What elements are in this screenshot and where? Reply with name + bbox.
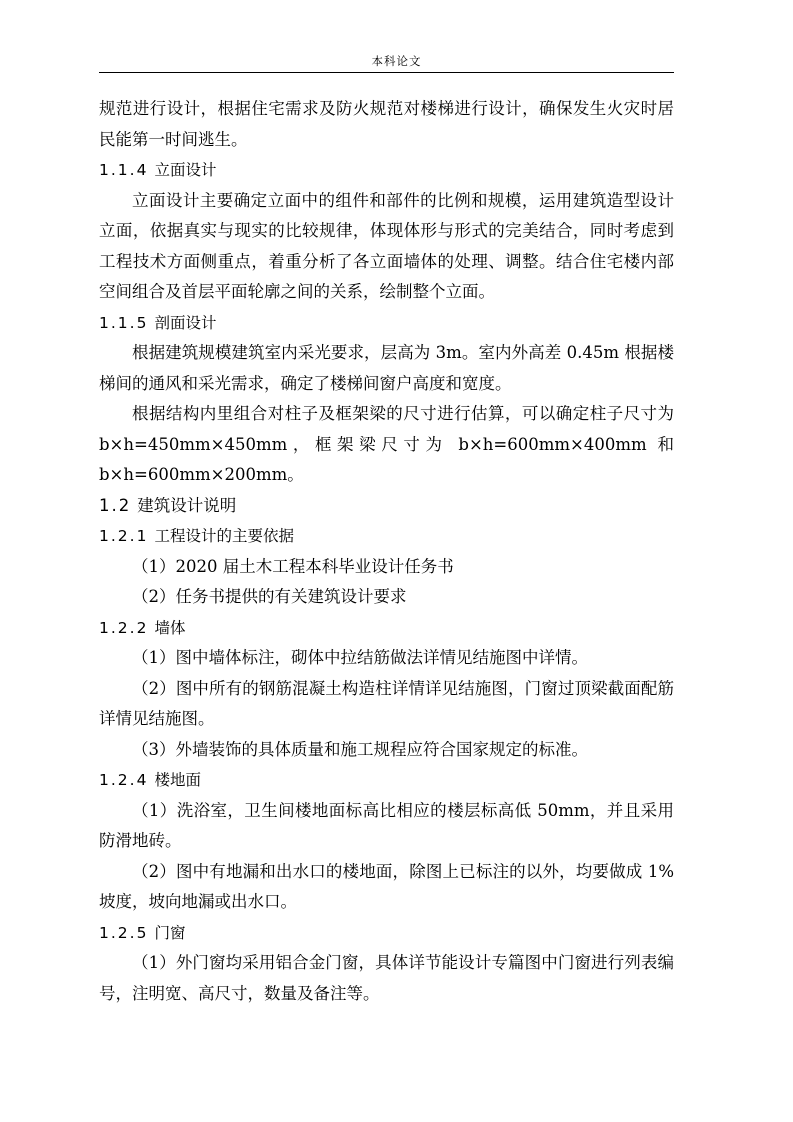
paragraph: 立面设计主要确定立面中的组件和部件的比例和规模，运用建筑造型设计立面，依据真实与现实的比较规律，体现体形与形式的完美结合，同时考虑到工程技术方面侧重点，着重分析了各立面墙体的处理、调整。结合住宅楼内部空间组合及首层平面轮廓之间的关系，绘制整个立面。: [99, 190, 674, 301]
list-item: （1）图中墙体标注，砌体中拉结筋做法详情见结施图中详情。: [132, 648, 588, 667]
section-heading: [99, 155, 674, 186]
section-number: 1.2.2: [99, 618, 149, 637]
list-item: （1）洗浴室，卫生间楼地面标高比相应的楼层标高低 50mm，并且采用防滑地砖。: [99, 800, 674, 850]
section-number: 1.1.4: [99, 161, 149, 179]
chapter-heading: [99, 491, 674, 522]
section-heading: [99, 613, 674, 644]
section-number: 1.1.5: [99, 313, 149, 332]
section-number: 1.2.1: [99, 527, 149, 545]
list-item: （1）2020 届土木工程本科毕业设计任务书: [132, 556, 454, 576]
paragraph: 根据建筑规模建筑室内采光要求，层高为 3m。室内外高差 0.45m 根据楼梯间的通风和采光需求，确定了楼梯间窗户高度和宽度。: [99, 343, 674, 393]
section-title: 墙体: [154, 618, 186, 637]
section-title: 门窗: [154, 923, 186, 942]
section-title: 楼地面: [154, 771, 201, 789]
header-title: 本科论文: [371, 54, 422, 68]
section-number: 1.2.4: [99, 771, 149, 789]
section-title: 建筑设计说明: [137, 495, 237, 515]
list-item: （2）图中有地漏和出水口的楼地面，除图上已标注的以外，均要做成 1%坡度，坡向地漏或出水口。: [99, 861, 674, 911]
list-item: （2）任务书提供的有关建筑设计要求: [132, 587, 407, 606]
document-body: [99, 94, 674, 1009]
paragraph: 规范进行设计，根据住宅需求及防火规范对楼梯进行设计，确保发生火灾时居民能第一时间逃生。: [99, 99, 674, 149]
section-title: 工程设计的主要依据: [154, 527, 294, 545]
section-title: 剖面设计: [154, 313, 217, 332]
section-heading: [99, 765, 674, 796]
section-heading: [99, 521, 674, 552]
list-item: （1）外门窗均采用铝合金门窗，具体详节能设计专篇图中门窗进行列表编号，注明宽、高尺寸，数量及备注等。: [99, 953, 674, 1003]
section-title: 立面设计: [154, 161, 217, 179]
paragraph: 根据结构内里组合对柱子及框架梁的尺寸进行估算，可以确定柱子尺寸为 b×h=450mm×450mm，框架梁尺寸为 b×h=600mm×400mm 和 b×h=600mm×200mm。: [99, 404, 674, 484]
section-heading: [99, 308, 674, 339]
header-rule: [99, 72, 674, 73]
list-item: （2）图中所有的钢筋混凝土构造柱详情详见结施图，门窗过顶梁截面配筋详情见结施图。: [99, 678, 674, 728]
section-number: 1.2.5: [99, 923, 149, 942]
section-number: 1.2: [99, 495, 132, 515]
section-heading: [99, 918, 674, 949]
list-item: （3）外墙装饰的具体质量和施工规程应符合国家规定的标准。: [132, 739, 588, 759]
